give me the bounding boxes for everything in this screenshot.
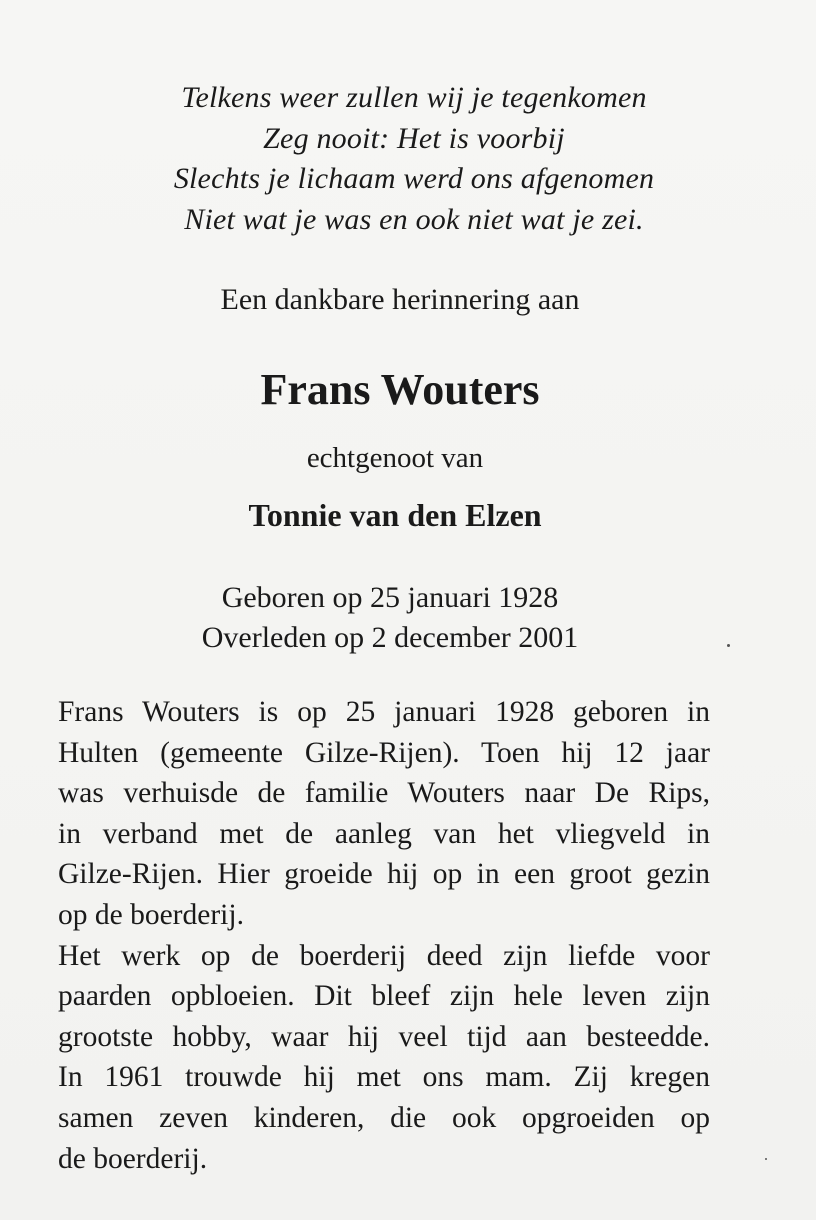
poem-line: Zeg nooit: Het is voorbij [263,121,565,155]
biography-line: de boerderij. [58,1142,208,1175]
biography-line: Gilze-Rijen. Hier groeide hij op in een groot gezin [58,858,710,891]
biography-line: paarden opbloeien. Dit bleef zijn hele leven zijn [58,980,710,1013]
life-dates [0,578,798,658]
death-date: Overleden op 2 december 2001 [201,621,579,654]
poem-line: Niet wat je was en ook niet wat je zei. [184,202,644,236]
biography-paragraph [58,692,710,936]
birth-date: Geboren op 25 januari 1928 [221,581,559,614]
spouse-label: echtgenoot van [306,442,484,474]
scan-speck [765,1158,767,1160]
memorial-poem [6,78,816,240]
scan-speck [727,644,730,647]
biography-line: Frans Wouters is op 25 januari 1928 geboren in [58,696,710,728]
poem-line: Slechts je lichaam werd ons afgenomen [173,162,655,195]
biography-line: Hulten (gemeente Gilze-Rijen). Toen hij 12 jaar [58,736,710,769]
biography-line: grootste hobby, waar hij veel tijd aan besteedde. [58,1020,710,1053]
biography [58,692,710,1179]
spouse-name: Tonnie van den Elzen [248,497,542,533]
biography-line: In 1961 trouwde hij met ons mam. Zij kregen [58,1061,710,1094]
biography-line: Het werk op de boerderij deed zijn liefde voor [58,939,710,972]
biography-line: samen zeven kinderen, die ook opgroeiden op [58,1101,710,1134]
biography-paragraph [58,936,710,1180]
poem-line: Telkens weer zullen wij je tegenkomen [181,81,647,114]
biography-line: op de boerderij. [58,898,244,931]
remembrance-intro: Een dankbare herinnering aan [220,283,580,316]
biography-line: in verband met de aanleg van het vliegveld in [58,817,710,850]
deceased-name: Frans Wouters [260,365,540,414]
biography-line: was verhuisde de familie Wouters naar De Rips, [58,777,710,810]
